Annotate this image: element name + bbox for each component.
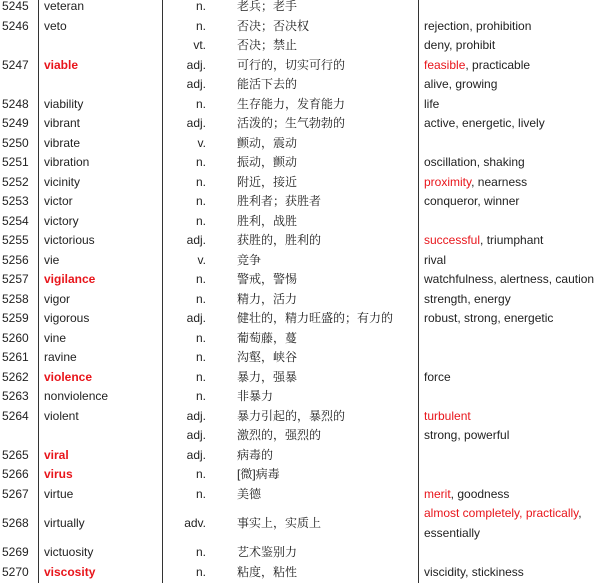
chinese-definition: 沟壑，峡谷 (237, 350, 298, 364)
chinese-definition: 病毒的 (237, 447, 274, 462)
part-of-speech: adj. (186, 311, 206, 325)
entry-number: 5264 (2, 408, 29, 423)
entry-number: 5245 (2, 0, 29, 13)
headword: ravine (44, 350, 77, 364)
chinese-definition: 可行的，切实可行的 (237, 57, 346, 72)
english-synonyms (424, 270, 600, 290)
part-of-speech: adj. (186, 57, 206, 72)
highlighted-synonym: turbulent (424, 408, 471, 423)
synonym-text: life (424, 96, 440, 111)
chinese-definition: 健壮的，精力旺盛的；有力的 (237, 311, 394, 325)
part-of-speech: n. (195, 194, 206, 208)
english-synonyms (424, 485, 600, 505)
table-row (0, 465, 600, 485)
part-of-speech: adj. (186, 428, 206, 442)
english-synonyms (424, 75, 600, 95)
part-of-speech: v. (197, 135, 206, 150)
entry-number: 5248 (2, 96, 29, 111)
part-of-speech: n. (195, 350, 206, 364)
chinese-definition: 竞争 (237, 252, 262, 267)
table-row (0, 368, 600, 388)
chinese-definition: 粘度，粘性 (237, 564, 298, 579)
table-row (0, 290, 600, 310)
entry-number: 5255 (2, 233, 29, 247)
synonym-text: rival (424, 252, 447, 267)
entry-number: 5265 (2, 447, 29, 462)
entry-number: 5252 (2, 174, 29, 189)
headword: viscosity (44, 564, 96, 579)
headword: vicinity (44, 174, 81, 189)
headword: viable (44, 57, 79, 72)
chinese-definition: 否决；禁止 (237, 38, 298, 52)
english-synonyms (424, 192, 600, 212)
synonym-text: , goodness (450, 486, 510, 501)
english-synonyms (424, 56, 600, 76)
part-of-speech: adj. (186, 77, 206, 91)
headword: victuosity (44, 545, 94, 559)
chinese-definition: 振动，颤动 (237, 155, 298, 169)
table-row (0, 446, 600, 466)
table-row (0, 543, 600, 563)
english-synonyms (424, 368, 600, 388)
entry-number: 5261 (2, 350, 29, 364)
chinese-definition: 附近，接近 (237, 174, 298, 189)
entry-number: 5259 (2, 311, 29, 325)
headword: virtually (44, 516, 85, 530)
column-divider (418, 0, 419, 583)
synonym-text: , triumphant (480, 233, 544, 247)
part-of-speech: adv. (184, 516, 206, 530)
headword: vibration (44, 155, 90, 169)
chinese-definition: 否决；否决权 (237, 18, 310, 33)
table-row (0, 114, 600, 134)
chinese-definition: 葡萄藤，蔓 (237, 330, 298, 345)
chinese-definition: 生存能力，发育能力 (237, 96, 346, 111)
entry-number: 5263 (2, 389, 29, 403)
part-of-speech: vt. (193, 38, 206, 52)
entry-number: 5250 (2, 135, 29, 150)
part-of-speech: n. (195, 272, 206, 286)
chinese-definition: 非暴力 (237, 389, 274, 403)
headword: victory (44, 213, 79, 228)
headword: veteran (44, 0, 85, 13)
table-row (0, 192, 600, 212)
synonym-text: viscidity, stickiness (424, 564, 524, 579)
part-of-speech: adj. (186, 116, 206, 130)
entry-number: 5266 (2, 467, 29, 481)
part-of-speech: n. (195, 486, 206, 501)
headword: viability (44, 96, 84, 111)
table-row (0, 251, 600, 271)
part-of-speech: n. (195, 213, 206, 228)
part-of-speech: n. (195, 96, 206, 111)
headword: virtue (44, 486, 74, 501)
chinese-definition: [微]病毒 (237, 467, 280, 481)
part-of-speech: n. (195, 467, 206, 481)
english-synonyms (424, 309, 600, 329)
english-synonyms (424, 114, 600, 134)
headword: vigilance (44, 272, 96, 286)
chinese-definition: 激烈的，强烈的 (237, 428, 322, 442)
headword: violent (44, 408, 79, 423)
part-of-speech: n. (195, 155, 206, 169)
chinese-definition: 事实上，实质上 (237, 516, 322, 530)
english-synonyms (424, 36, 600, 56)
synonym-text: , practicable (465, 57, 531, 72)
synonym-text: , essentially (424, 506, 582, 540)
english-synonyms (424, 231, 600, 251)
column-divider (38, 0, 39, 583)
table-row (0, 563, 600, 583)
highlighted-synonym: proximity (424, 174, 472, 189)
table-row (0, 270, 600, 290)
synonym-text: strong, powerful (424, 428, 510, 442)
synonym-text: deny, prohibit (424, 38, 496, 52)
chinese-definition: 警戒，警惕 (237, 272, 298, 286)
table-row (0, 153, 600, 173)
chinese-definition: 获胜的，胜利的 (237, 233, 322, 247)
part-of-speech: n. (195, 291, 206, 306)
chinese-definition: 颤动，震动 (237, 135, 298, 150)
entry-number: 5257 (2, 272, 29, 286)
synonym-text: strength, energy (424, 291, 511, 306)
table-row (0, 75, 600, 95)
headword: virus (44, 467, 73, 481)
headword: vine (44, 330, 67, 345)
headword: violence (44, 369, 93, 384)
english-synonyms (424, 290, 600, 310)
chinese-definition: 能活下去的 (237, 77, 298, 91)
highlighted-synonym: successful (424, 233, 481, 247)
table-row (0, 231, 600, 251)
table-row (0, 426, 600, 446)
column-divider (162, 0, 163, 583)
highlighted-synonym: feasible (424, 57, 466, 72)
entry-number: 5262 (2, 369, 29, 384)
headword: vibrate (44, 135, 81, 150)
chinese-definition: 暴力引起的，暴烈的 (237, 408, 346, 423)
chinese-definition: 艺术鉴别力 (237, 545, 298, 559)
part-of-speech: v. (197, 252, 206, 267)
synonym-text: robust, strong, energetic (424, 311, 554, 325)
table-row (0, 95, 600, 115)
entry-number: 5256 (2, 252, 29, 267)
table-row (0, 173, 600, 193)
table-row (0, 329, 600, 349)
highlighted-synonym: merit (424, 486, 451, 501)
synonym-text: watchfulness, alertness, caution (424, 272, 595, 286)
table-row (0, 17, 600, 37)
headword: vie (44, 252, 60, 267)
synonym-text: oscillation, shaking (424, 155, 525, 169)
english-synonyms (424, 504, 600, 543)
english-synonyms (424, 407, 600, 427)
entry-number: 5268 (2, 516, 29, 530)
entry-number: 5246 (2, 18, 29, 33)
headword: vigorous (44, 311, 90, 325)
part-of-speech: n. (195, 174, 206, 189)
headword: vigor (44, 291, 71, 306)
headword: vibrant (44, 116, 81, 130)
synonym-text: , nearness (471, 174, 528, 189)
synonym-text: conqueror, winner (424, 194, 520, 208)
english-synonyms (424, 563, 600, 583)
headword: victor (44, 194, 73, 208)
chinese-definition: 胜利，战胜 (237, 213, 298, 228)
table-row (0, 504, 600, 543)
chinese-definition: 老兵；老手 (237, 0, 298, 13)
synonym-text: alive, growing (424, 77, 498, 91)
part-of-speech: adj. (186, 233, 206, 247)
chinese-definition: 胜利者；获胜者 (237, 194, 322, 208)
part-of-speech: n. (195, 0, 206, 13)
part-of-speech: adj. (186, 408, 206, 423)
part-of-speech: n. (195, 545, 206, 559)
table-row (0, 0, 600, 17)
headword: viral (44, 447, 69, 462)
synonym-text: rejection, prohibition (424, 18, 532, 33)
entry-number: 5251 (2, 155, 29, 169)
english-synonyms (424, 426, 600, 446)
entry-number: 5253 (2, 194, 29, 208)
part-of-speech: n. (195, 18, 206, 33)
entry-number: 5254 (2, 213, 29, 228)
headword: nonviolence (44, 389, 109, 403)
entry-number: 5247 (2, 57, 29, 72)
entry-number: 5249 (2, 116, 29, 130)
entry-number: 5260 (2, 330, 29, 345)
highlighted-synonym: almost completely, practically (424, 506, 579, 520)
chinese-definition: 精力，活力 (237, 291, 298, 306)
table-row (0, 212, 600, 232)
english-synonyms (424, 173, 600, 193)
table-row (0, 485, 600, 505)
table-row (0, 36, 600, 56)
english-synonyms (424, 95, 600, 115)
table-row (0, 309, 600, 329)
table-row (0, 407, 600, 427)
table-row (0, 134, 600, 154)
headword: victorious (44, 233, 95, 247)
part-of-speech: n. (195, 389, 206, 403)
chinese-definition: 活泼的；生气勃勃的 (237, 116, 346, 130)
table-row (0, 387, 600, 407)
part-of-speech: n. (195, 330, 206, 345)
entry-number: 5269 (2, 545, 29, 559)
entry-number: 5270 (2, 564, 29, 579)
part-of-speech: n. (195, 369, 206, 384)
entry-number: 5258 (2, 291, 29, 306)
english-synonyms (424, 17, 600, 37)
part-of-speech: n. (195, 564, 206, 579)
chinese-definition: 暴力，强暴 (237, 369, 298, 384)
entry-number: 5267 (2, 486, 29, 501)
table-row (0, 348, 600, 368)
headword: veto (44, 18, 67, 33)
english-synonyms (424, 153, 600, 173)
synonym-text: force (424, 369, 451, 384)
english-synonyms (424, 251, 600, 271)
synonym-text: active, energetic, lively (424, 116, 545, 130)
table-row (0, 56, 600, 76)
part-of-speech: adj. (186, 447, 206, 462)
chinese-definition: 美德 (237, 486, 262, 501)
